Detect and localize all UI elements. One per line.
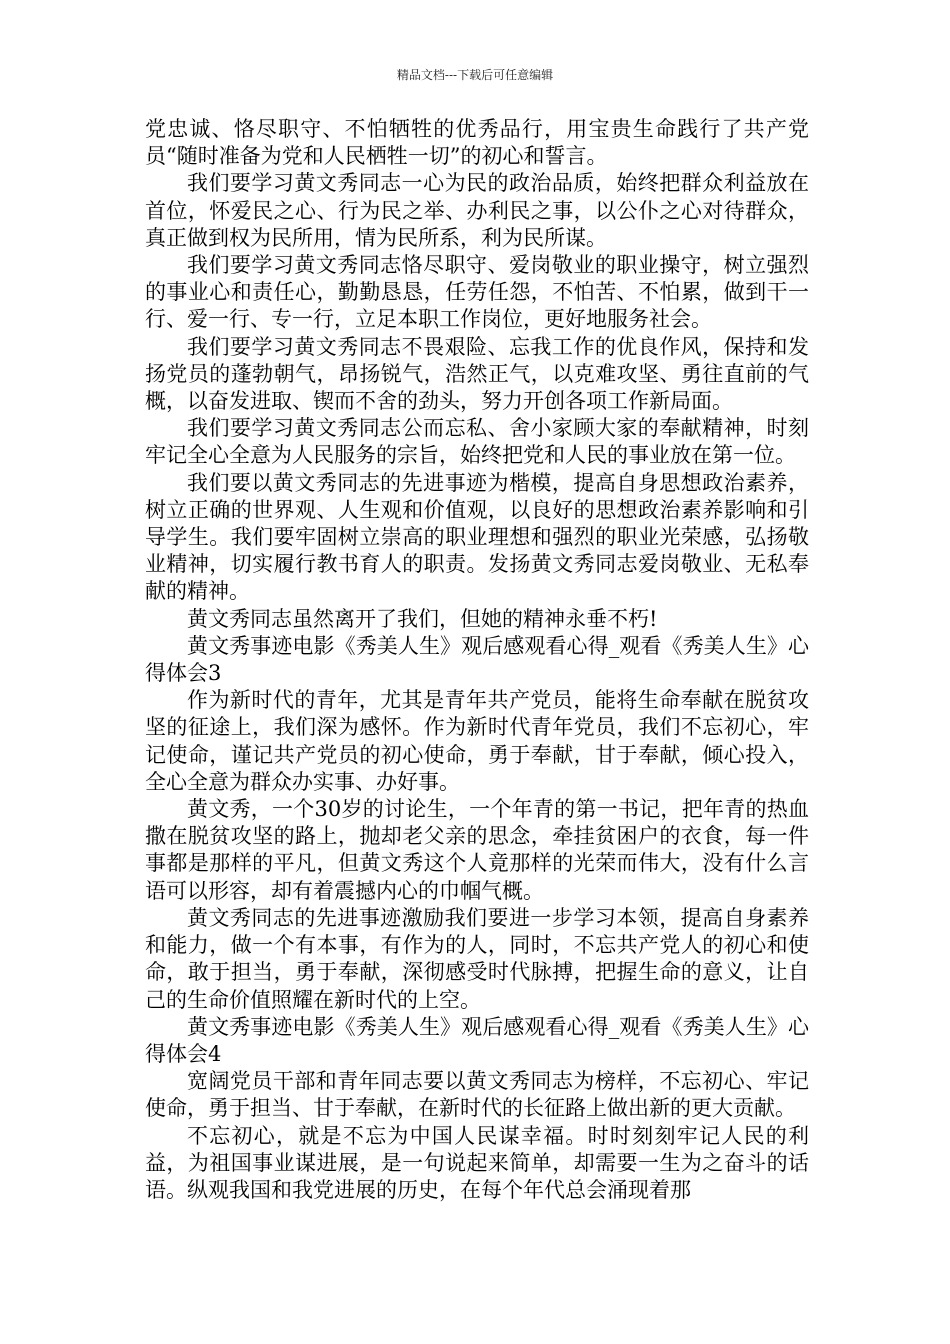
paragraph: 作为新时代的青年，尤其是青年共产党员，能将生命奉献在脱贫攻坚的征途上，我们深为感怀。作为新时代青年党员，我们不忘初心，牢记使命，谨记共产党员的初心使命，勇于奉献，甘于奉献，倾心投入，全心全意为群众办实事、办好事。 (145, 688, 809, 794)
page-header: 精品文档---下载后可任意编辑 (396, 68, 554, 82)
paragraph: 宽阔党员干部和青年同志要以黄文秀同志为榜样，不忘初心、牢记使命，勇于担当、甘于奉献，在新时代的长征路上做出新的更大贡献。 (145, 1069, 809, 1121)
section-heading: 黄文秀事迹电影《秀美人生》观后感观看心得_观看《秀美人生》心得体会4 (145, 1014, 809, 1066)
paragraph: 党忠诚、恪尽职守、不怕牺牲的优秀品行，用宝贵生命践行了共产党员“随时准备为党和人民栖牲一切”的初心和誓言。 (145, 117, 809, 169)
section-heading: 黄文秀事迹电影《秀美人生》观后感观看心得_观看《秀美人生》心得体会3 (145, 633, 809, 686)
paragraph: 黄文秀同志虽然离开了我们，但她的精神永垂不朽! (187, 606, 658, 631)
paragraph: 我们要学习黄文秀同志恪尽职守、爱岗敬业的职业操守，树立强烈的事业心和责任心，勤勤恳恳，任劳任怨，不怕苦、不怕累，做到干一行、爱一行、专一行，立足本职工作岗位，更好地服务社会。 (145, 253, 809, 332)
paragraph: 黄文秀同志的先进事迹激励我们要进一步学习本领，提高自身素养和能力，做一个有本事，有作为的人，同时，不忘共产党人的初心和使命，敢于担当，勇于奉献，深彻感受时代脉搏，把握生命的意义，让自己的生命价值照耀在新时代的上空。 (145, 905, 809, 1012)
paragraph: 我们要学习黄文秀同志不畏艰险、忘我工作的优良作风，保持和发扬党员的蓬勃朝气，昂扬锐气，浩然正气，以克难攻坚、勇往直前的气概，以奋发进取、锲而不舍的劲头，努力开创各项工作新局面。 (145, 334, 809, 414)
paragraph: 我们要以黄文秀同志的先进事迹为楷模，提高自身思想政治素养，树立正确的世界观、人生观和价值观，以良好的思想政治素养影响和引导学生。我们要牢固树立崇高的职业理想和强烈的职业光荣感，弘扬敬业精神，切实履行教书育人的职责。发扬黄文秀同志爱岗敬业、无私奉献的精神。 (145, 470, 809, 604)
paragraph: 不忘初心，就是不忘为中国人民谋幸福。时时刻刻牢记人民的利益，为祖国事业谋进展，是一句说起来简单，却需要一生为之奋斗的话语。纵观我国和我党进展的历史，在每个年代总会涌现着那 (145, 1123, 809, 1202)
document-body (145, 116, 809, 1204)
paragraph: 我们要学习黄文秀同志一心为民的政治品质，始终把群众利益放在首位，怀爱民之心、行为民之举、办利民之事，以公仆之心对待群众，真正做到权为民所用，情为民所系，利为民所谋。 (145, 171, 809, 250)
paragraph: 我们要学习黄文秀同志公而忘私、舍小家顾大家的奉献精神，时刻牢记全心全意为人民服务的宗旨，始终把党和人民的事业放在第一位。 (145, 416, 809, 468)
paragraph: 黄文秀，一个30岁的讨论生，一个年青的第一书记，把年青的热血撒在脱贫攻坚的路上，抛却老父亲的思念，牵挂贫困户的衣食，每一件事都是那样的平凡，但黄文秀这个人竟那样的光荣而伟大，没有什么言语可以形容，却有着震撼内心的巾帼气概。 (145, 797, 809, 903)
